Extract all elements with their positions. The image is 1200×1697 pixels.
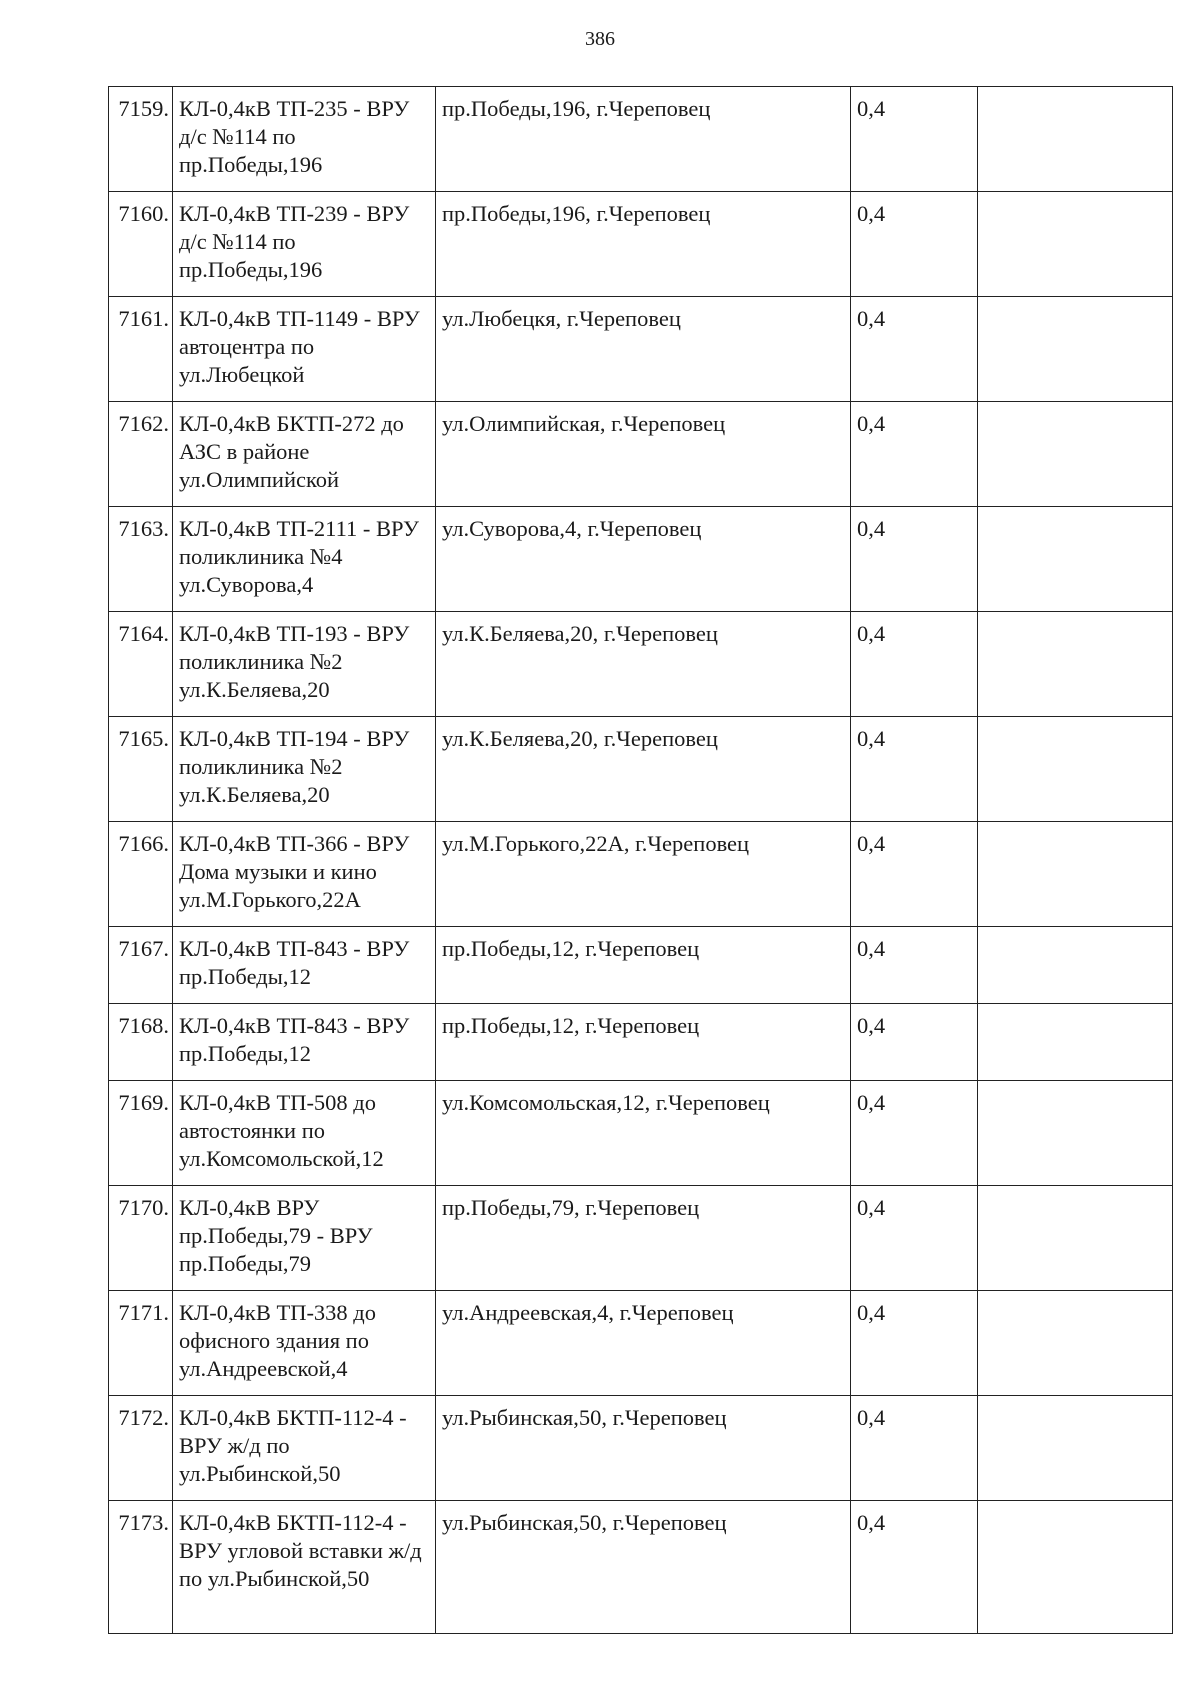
object-name: КЛ-0,4кВ ТП-338 до офисного здания по ул.Андреевской,4 [173,1291,436,1396]
object-address: пр.Победы,79, г.Череповец [436,1186,851,1291]
row-number: 7169. [109,1081,173,1186]
voltage-value: 0,4 [851,507,978,612]
row-number: 7168. [109,1004,173,1081]
empty-cell [978,1501,1173,1634]
empty-cell [978,1081,1173,1186]
row-number: 7173. [109,1501,173,1634]
empty-cell [978,1291,1173,1396]
row-number: 7165. [109,717,173,822]
row-number: 7167. [109,927,173,1004]
object-address: ул.Андреевская,4, г.Череповец [436,1291,851,1396]
table-row [109,612,1173,717]
voltage-value: 0,4 [851,1291,978,1396]
object-name: КЛ-0,4кВ ТП-235 - ВРУ д/с №114 по пр.Победы,196 [173,87,436,192]
voltage-value: 0,4 [851,1501,978,1634]
voltage-value: 0,4 [851,927,978,1004]
object-name: КЛ-0,4кВ ТП-843 - ВРУ пр.Победы,12 [173,1004,436,1081]
object-name: КЛ-0,4кВ ТП-843 - ВРУ пр.Победы,12 [173,927,436,1004]
table-row [109,1396,1173,1501]
table-row [109,822,1173,927]
row-number: 7166. [109,822,173,927]
object-address: пр.Победы,196, г.Череповец [436,192,851,297]
table-body [109,87,1173,1634]
empty-cell [978,612,1173,717]
object-address: ул.К.Беляева,20, г.Череповец [436,717,851,822]
voltage-value: 0,4 [851,822,978,927]
table-row [109,717,1173,822]
row-number: 7171. [109,1291,173,1396]
object-name: КЛ-0,4кВ ТП-194 - ВРУ поликлиника №2 ул.К.Беляева,20 [173,717,436,822]
object-address: ул.Комсомольская,12, г.Череповец [436,1081,851,1186]
cable-line-registry-table [108,86,1173,1634]
object-address: ул.Суворова,4, г.Череповец [436,507,851,612]
page-number: 386 [585,28,615,50]
object-name: КЛ-0,4кВ ТП-193 - ВРУ поликлиника №2 ул.К.Беляева,20 [173,612,436,717]
table-row [109,402,1173,507]
object-address: пр.Победы,196, г.Череповец [436,87,851,192]
table-row [109,507,1173,612]
empty-cell [978,1396,1173,1501]
object-name: КЛ-0,4кВ БКТП-272 до АЗС в районе ул.Олимпийской [173,402,436,507]
object-address: ул.М.Горького,22А, г.Череповец [436,822,851,927]
row-number: 7170. [109,1186,173,1291]
voltage-value: 0,4 [851,297,978,402]
object-name: КЛ-0,4кВ ТП-508 до автостоянки по ул.Комсомольской,12 [173,1081,436,1186]
voltage-value: 0,4 [851,1396,978,1501]
object-name: КЛ-0,4кВ ВРУ пр.Победы,79 - ВРУ пр.Победы,79 [173,1186,436,1291]
voltage-value: 0,4 [851,612,978,717]
object-address: ул.Любецкя, г.Череповец [436,297,851,402]
empty-cell [978,87,1173,192]
table-row [109,1186,1173,1291]
table-row [109,1291,1173,1396]
row-number: 7162. [109,402,173,507]
object-address: ул.Олимпийская, г.Череповец [436,402,851,507]
object-address: ул.Рыбинская,50, г.Череповец [436,1501,851,1634]
row-number: 7164. [109,612,173,717]
row-number: 7161. [109,297,173,402]
voltage-value: 0,4 [851,192,978,297]
row-number: 7172. [109,1396,173,1501]
row-number: 7159. [109,87,173,192]
object-name: КЛ-0,4кВ ТП-239 - ВРУ д/с №114 по пр.Победы,196 [173,192,436,297]
empty-cell [978,402,1173,507]
voltage-value: 0,4 [851,87,978,192]
row-number: 7160. [109,192,173,297]
object-address: ул.Рыбинская,50, г.Череповец [436,1396,851,1501]
empty-cell [978,822,1173,927]
empty-cell [978,717,1173,822]
table-row [109,1004,1173,1081]
object-name: КЛ-0,4кВ БКТП-112-4 - ВРУ ж/д по ул.Рыбинской,50 [173,1396,436,1501]
table-row [109,1501,1173,1634]
voltage-value: 0,4 [851,1081,978,1186]
object-address: пр.Победы,12, г.Череповец [436,927,851,1004]
empty-cell [978,1186,1173,1291]
object-name: КЛ-0,4кВ ТП-2111 - ВРУ поликлиника №4 ул.Суворова,4 [173,507,436,612]
empty-cell [978,927,1173,1004]
voltage-value: 0,4 [851,717,978,822]
empty-cell [978,192,1173,297]
voltage-value: 0,4 [851,1004,978,1081]
object-address: пр.Победы,12, г.Череповец [436,1004,851,1081]
table-row [109,1081,1173,1186]
object-address: ул.К.Беляева,20, г.Череповец [436,612,851,717]
table-row [109,297,1173,402]
object-name: КЛ-0,4кВ ТП-1149 - ВРУ автоцентра по ул.Любецкой [173,297,436,402]
table-row [109,927,1173,1004]
empty-cell [978,1004,1173,1081]
table-row [109,192,1173,297]
table-row [109,87,1173,192]
object-name: КЛ-0,4кВ ТП-366 - ВРУ Дома музыки и кино ул.М.Горького,22А [173,822,436,927]
object-name: КЛ-0,4кВ БКТП-112-4 - ВРУ угловой вставки ж/д по ул.Рыбинской,50 [173,1501,436,1634]
row-number: 7163. [109,507,173,612]
voltage-value: 0,4 [851,402,978,507]
empty-cell [978,297,1173,402]
voltage-value: 0,4 [851,1186,978,1291]
empty-cell [978,507,1173,612]
